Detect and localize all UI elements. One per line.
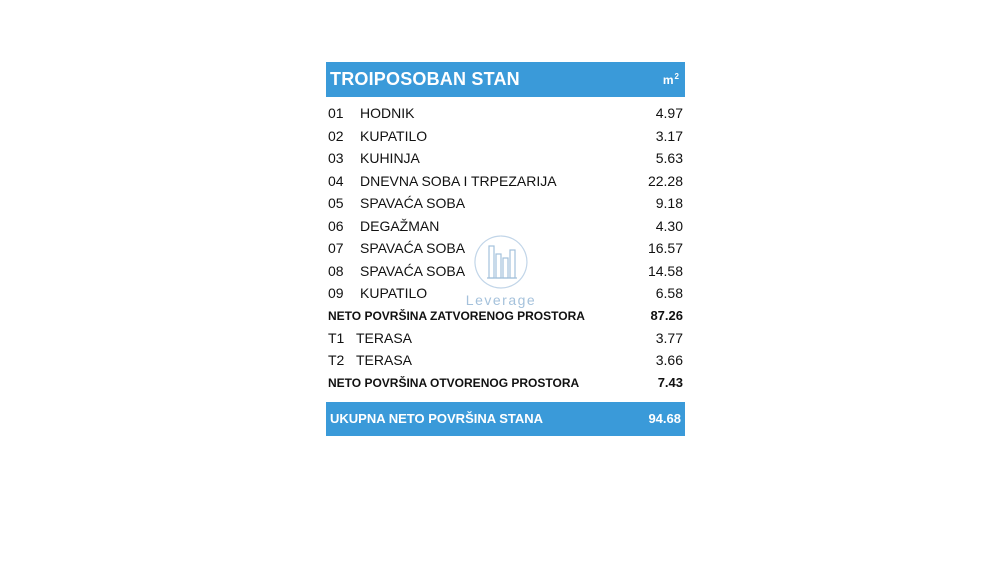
room-name: KUPATILO: [360, 285, 428, 302]
terrace-name: TERASA: [356, 329, 413, 346]
table-row: [326, 282, 685, 305]
table-row: [326, 237, 685, 260]
room-number: 08: [328, 262, 344, 279]
unit-label: [663, 72, 679, 87]
room-name: KUHINJA: [360, 150, 420, 167]
room-area: 14.58: [647, 262, 683, 279]
terrace-area: 3.77: [655, 329, 683, 346]
subtotal-label: NETO POVRŠINA ZATVORENOG PROSTORA: [328, 308, 585, 323]
table-row: [326, 215, 685, 238]
room-number: 06: [328, 217, 344, 234]
room-number: 05: [328, 195, 344, 212]
table-row: [326, 260, 685, 283]
area-table: [326, 62, 685, 436]
table-row: [326, 170, 685, 193]
room-name: SPAVAĆA SOBA: [360, 240, 466, 257]
unit-base: m: [662, 73, 674, 87]
room-name: DNEVNA SOBA I TRPEZARIJA: [360, 172, 557, 189]
grand-total-label: UKUPNA NETO POVRŠINA STANA: [330, 411, 544, 426]
terrace-area: 3.66: [655, 352, 683, 369]
room-number: 07: [328, 240, 344, 257]
subtotal-value: 7.43: [657, 375, 683, 390]
watermark-text: Leverage: [465, 292, 537, 308]
room-area: 22.28: [647, 172, 683, 189]
table-row: [326, 147, 685, 170]
table-row: [326, 102, 685, 125]
table-title: TROIPOSOBAN STAN: [330, 69, 520, 89]
subtotal-value: 87.26: [650, 308, 683, 323]
room-number: 02: [328, 127, 344, 144]
room-number: 04: [328, 172, 344, 189]
room-name: HODNIK: [360, 105, 415, 122]
open-area-subtotal: [326, 372, 685, 394]
room-name: KUPATILO: [360, 127, 428, 144]
table-row: [326, 192, 685, 215]
unit-superscript: 2: [674, 72, 679, 81]
room-name: DEGAŽMAN: [360, 217, 440, 234]
room-list: [326, 97, 685, 394]
table-row: [326, 349, 685, 372]
room-number: 03: [328, 150, 344, 167]
table-header: [326, 62, 685, 97]
room-area: 4.30: [655, 217, 683, 234]
room-area: 9.18: [655, 195, 683, 212]
room-name: SPAVAĆA SOBA: [360, 195, 466, 212]
table-row: [326, 125, 685, 148]
room-name: SPAVAĆA SOBA: [360, 262, 466, 279]
grand-total-value: 94.68: [648, 411, 681, 426]
room-area: 4.97: [655, 105, 683, 122]
subtotal-label: NETO POVRŠINA OTVORENOG PROSTORA: [328, 375, 580, 390]
room-area: 6.58: [655, 285, 683, 302]
table-row: [326, 327, 685, 350]
room-area: 5.63: [655, 150, 683, 167]
terrace-name: TERASA: [356, 352, 413, 369]
room-number: 09: [328, 285, 344, 302]
room-area: 3.17: [655, 127, 683, 144]
grand-total-bar: [326, 402, 685, 436]
room-number: 01: [328, 105, 344, 122]
room-area: 16.57: [647, 240, 683, 257]
terrace-number: T2: [328, 352, 345, 369]
closed-area-subtotal: [326, 305, 685, 327]
terrace-number: T1: [328, 329, 345, 346]
